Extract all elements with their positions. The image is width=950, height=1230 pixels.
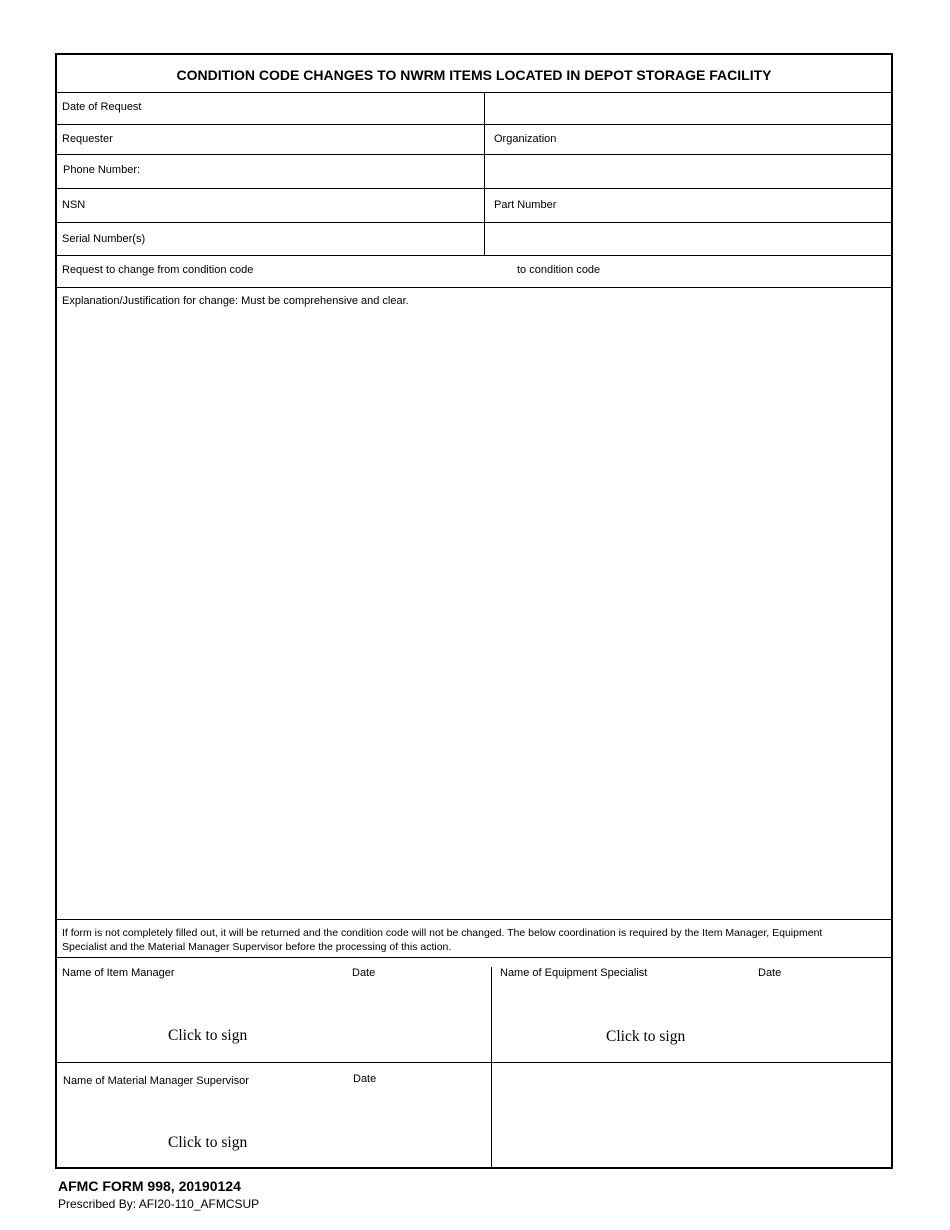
change-from-input[interactable] xyxy=(257,258,511,287)
requester-label: Requester xyxy=(62,133,113,145)
explanation-textarea[interactable] xyxy=(62,311,888,917)
change-to-input[interactable] xyxy=(607,258,891,287)
divider xyxy=(57,957,891,958)
divider xyxy=(57,287,891,288)
divider xyxy=(57,92,891,93)
divider xyxy=(57,919,891,920)
equipment-specialist-label: Name of Equipment Specialist xyxy=(500,967,648,979)
nsn-label: NSN xyxy=(62,199,86,211)
item-manager-date-label: Date xyxy=(352,967,376,979)
serial-numbers-input[interactable] xyxy=(157,225,481,255)
divider xyxy=(57,154,891,155)
organization-input[interactable] xyxy=(567,127,891,154)
change-to-label: to condition code xyxy=(517,264,601,276)
form-identifier: AFMC FORM 998, 20190124 xyxy=(58,1178,241,1194)
material-manager-supervisor-sign-button[interactable]: Click to sign xyxy=(168,1134,248,1151)
equipment-specialist-sign-button[interactable]: Click to sign xyxy=(606,1028,686,1045)
condition-code-form xyxy=(55,53,893,1169)
phone-number-input[interactable] xyxy=(147,157,481,188)
requester-input[interactable] xyxy=(127,127,481,154)
column-divider xyxy=(484,92,485,255)
phone-number-extra-input[interactable] xyxy=(489,157,891,188)
material-manager-supervisor-label: Name of Material Manager Supervisor xyxy=(63,1075,249,1087)
divider xyxy=(57,255,891,256)
divider xyxy=(57,124,891,125)
serial-numbers-label: Serial Number(s) xyxy=(62,233,146,245)
change-from-label: Request to change from condition code xyxy=(62,264,254,276)
part-number-input[interactable] xyxy=(567,191,891,222)
column-divider xyxy=(491,967,492,1169)
phone-number-label: Phone Number: xyxy=(63,164,141,176)
part-number-label: Part Number xyxy=(494,199,557,211)
item-manager-sign-button[interactable]: Click to sign xyxy=(168,1027,248,1044)
nsn-input[interactable] xyxy=(97,191,481,222)
item-manager-label: Name of Item Manager xyxy=(62,967,175,979)
coordination-notice: If form is not completely filled out, it will be returned and the condition code will not be changed. The below coordination is required by the Item Manager, Equipment Specialist and the Material Manager Supervisor before the processing of this action. xyxy=(62,927,823,953)
organization-label: Organization xyxy=(494,133,557,145)
equipment-specialist-date-label: Date xyxy=(758,967,782,979)
explanation-label: Explanation/Justification for change: Must be comprehensive and clear. xyxy=(62,295,409,307)
date-of-request-input[interactable] xyxy=(157,95,481,123)
serial-numbers-extra-input[interactable] xyxy=(489,225,891,255)
divider xyxy=(57,222,891,223)
form-title: CONDITION CODE CHANGES TO NWRM ITEMS LOCATED IN DEPOT STORAGE FACILITY xyxy=(176,67,772,83)
date-of-request-label: Date of Request xyxy=(62,101,142,113)
divider xyxy=(57,1062,891,1063)
prescribed-by: Prescribed By: AFI20-110_AFMCSUP xyxy=(58,1197,260,1211)
divider xyxy=(57,188,891,189)
material-manager-supervisor-date-label: Date xyxy=(353,1073,377,1085)
date-of-request-extra-input[interactable] xyxy=(489,95,891,123)
